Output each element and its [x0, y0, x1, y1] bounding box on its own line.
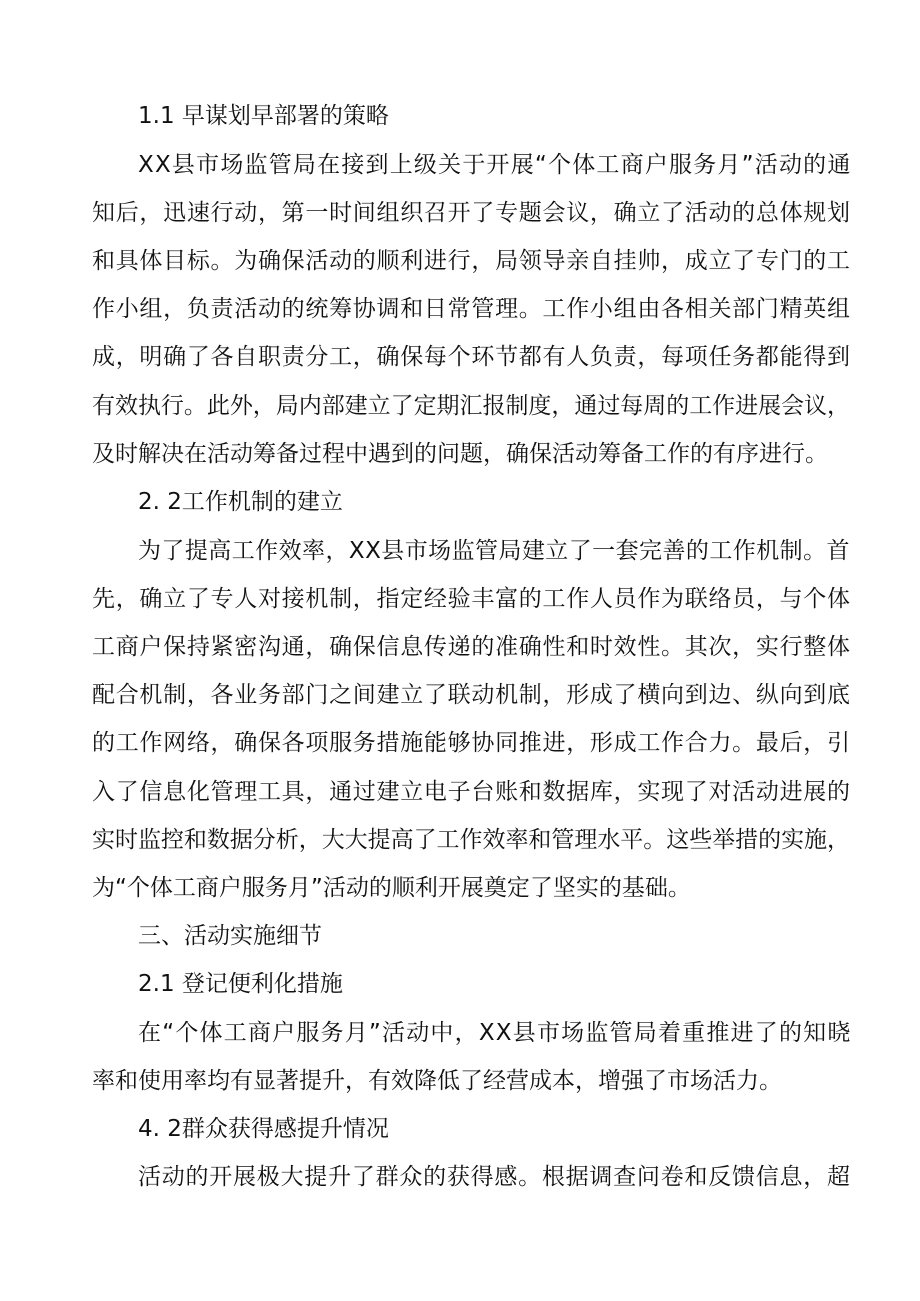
- section-heading: 三、活动实施细节: [138, 923, 322, 949]
- section-heading: 2.1 登记便利化措施: [138, 971, 343, 997]
- paragraph-line: XX县市场监管局在接到上级关于开展“个体工商户服务月”活动的通: [138, 152, 852, 178]
- paragraph-line: 为“个体工商户服务月”活动的顺利开展奠定了坚实的基础。: [92, 875, 691, 901]
- paragraph-line: 知后，迅速行动，第一时间组织召开了专题会议，确立了活动的总体规划: [92, 200, 851, 226]
- section-heading: 4. 2群众获得感提升情况: [138, 1116, 389, 1142]
- paragraph-line: 在“个体工商户服务月”活动中，XX县市场监管局着重推进了的知晓: [138, 1020, 852, 1046]
- paragraph-line: 配合机制，各业务部门之间建立了联动机制，形成了横向到边、纵向到底: [92, 682, 851, 708]
- paragraph-line: 为了提高工作效率，XX县市场监管局建立了一套完善的工作机制。首: [138, 538, 850, 564]
- paragraph-line: 及时解决在活动筹备过程中遇到的问题，确保活动筹备工作的有序进行。: [92, 441, 828, 467]
- paragraph-line: 有效执行。此外，局内部建立了定期汇报制度，通过每周的工作进展会议，: [92, 393, 850, 419]
- section-heading: 2. 2工作机制的建立: [138, 489, 343, 515]
- paragraph-line: 入了信息化管理工具，通过建立电子台账和数据库，实现了对活动进展的: [92, 779, 851, 805]
- paragraph-line: 先，确立了专人对接机制，指定经验丰富的工作人员作为联络员，与个体: [92, 586, 851, 612]
- paragraph-line: 实时监控和数据分析，大大提高了工作效率和管理水平。这些举措的实施，: [92, 827, 850, 853]
- paragraph-line: 作小组，负责活动的统筹协调和日常管理。工作小组由各相关部门精英组: [92, 296, 851, 322]
- paragraph-line: 和具体目标。为确保活动的顺利进行，局领导亲自挂帅，成立了专门的工: [92, 248, 851, 274]
- section-heading: 1.1 早谋划早部署的策略: [138, 103, 389, 129]
- paragraph-line: 成，明确了各自职责分工，确保每个环节都有人负责，每项任务都能得到: [92, 344, 851, 370]
- paragraph-line: 的工作网络，确保各项服务措施能够协同推进，形成工作合力。最后，引: [92, 730, 851, 756]
- paragraph-line: 率和使用率均有显著提升，有效降低了经营成本，增强了市场活力。: [92, 1068, 782, 1094]
- paragraph-line: 活动的开展极大提升了群众的获得感。根据调查问卷和反馈信息，超: [138, 1164, 851, 1190]
- paragraph-line: 工商户保持紧密沟通，确保信息传递的准确性和时效性。其次，实行整体: [92, 634, 851, 660]
